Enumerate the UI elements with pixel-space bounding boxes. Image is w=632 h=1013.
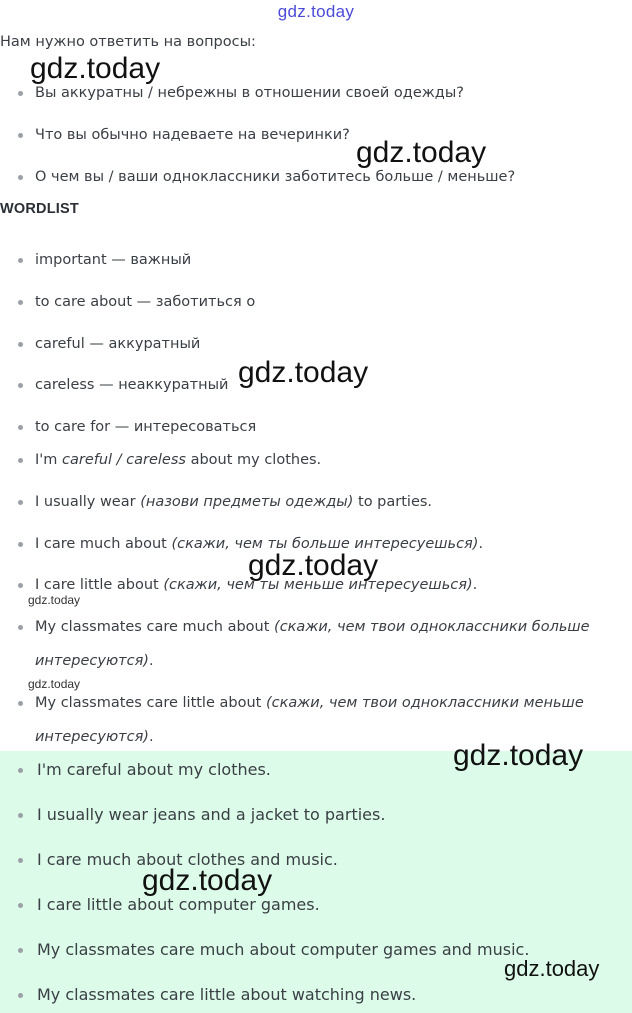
bullet-icon	[18, 300, 23, 305]
watermark: gdz.today	[28, 677, 81, 691]
list-item: I care little about (скажи, чем ты меньше интересуешься).	[0, 568, 477, 602]
bullet-icon	[18, 342, 23, 347]
list-item: I'm careful about my clothes.	[0, 753, 271, 787]
watermark-top: gdz.today	[277, 2, 355, 21]
bullet-icon	[18, 993, 23, 998]
list-item: My classmates care much about (скажи, чем твои одноклассники больше интересуются).	[0, 610, 625, 678]
wordlist-heading: WORDLIST	[0, 201, 79, 217]
intro-text: Нам нужно ответить на вопросы:	[0, 34, 256, 50]
bullet-icon	[18, 903, 23, 908]
watermark: gdz.today	[248, 549, 379, 582]
bullet-icon	[18, 768, 23, 773]
list-item: to care about — заботиться о	[0, 285, 255, 319]
list-item: careful — аккуратный	[0, 327, 200, 361]
bullet-icon	[18, 175, 23, 180]
watermark: gdz.today	[453, 739, 584, 772]
bullet-icon	[18, 542, 23, 547]
bullet-icon	[18, 383, 23, 388]
list-item: My classmates care little about watching news.	[0, 978, 416, 1012]
list-item: I usually wear (назови предметы одежды) to parties.	[0, 485, 432, 519]
list-item: I care much about (скажи, чем ты больше интересуешься).	[0, 527, 483, 561]
list-item: Что вы обычно надеваете на вечеринки?	[0, 118, 350, 152]
bullet-icon	[18, 258, 23, 263]
watermark: gdz.today	[142, 864, 273, 897]
list-item: I care little about computer games.	[0, 888, 320, 922]
watermark: gdz.today	[356, 136, 487, 169]
list-item: My classmates care much about computer games and music.	[0, 933, 529, 967]
bullet-icon	[18, 500, 23, 505]
bullet-icon	[18, 813, 23, 818]
watermark: gdz.today	[504, 956, 600, 981]
bullet-icon	[18, 425, 23, 430]
bullet-icon	[18, 701, 23, 706]
list-item: important — важный	[0, 243, 191, 277]
list-item: I care much about clothes and music.	[0, 843, 338, 877]
bullet-icon	[18, 133, 23, 138]
list-item: I'm careful / careless about my clothes.	[0, 443, 321, 477]
list-item: My classmates care little about (скажи, чем твои одноклассники меньше интересуются).	[0, 686, 625, 754]
list-item: Вы аккуратны / небрежны в отношении своей одежды?	[0, 76, 464, 110]
bullet-icon	[18, 583, 23, 588]
watermark: gdz.today	[238, 356, 369, 389]
bullet-icon	[18, 858, 23, 863]
list-item: careless — неаккуратный	[0, 368, 228, 402]
bullet-icon	[18, 458, 23, 463]
list-item: to care for — интересоваться	[0, 410, 256, 444]
watermark: gdz.today	[28, 593, 81, 607]
bullet-icon	[18, 948, 23, 953]
list-item: I usually wear jeans and a jacket to parties.	[0, 798, 385, 832]
bullet-icon	[18, 91, 23, 96]
bullet-icon	[18, 625, 23, 630]
list-item: О чем вы / ваши одноклассники заботитесь больше / меньше?	[0, 160, 515, 194]
watermark: gdz.today	[30, 52, 161, 85]
